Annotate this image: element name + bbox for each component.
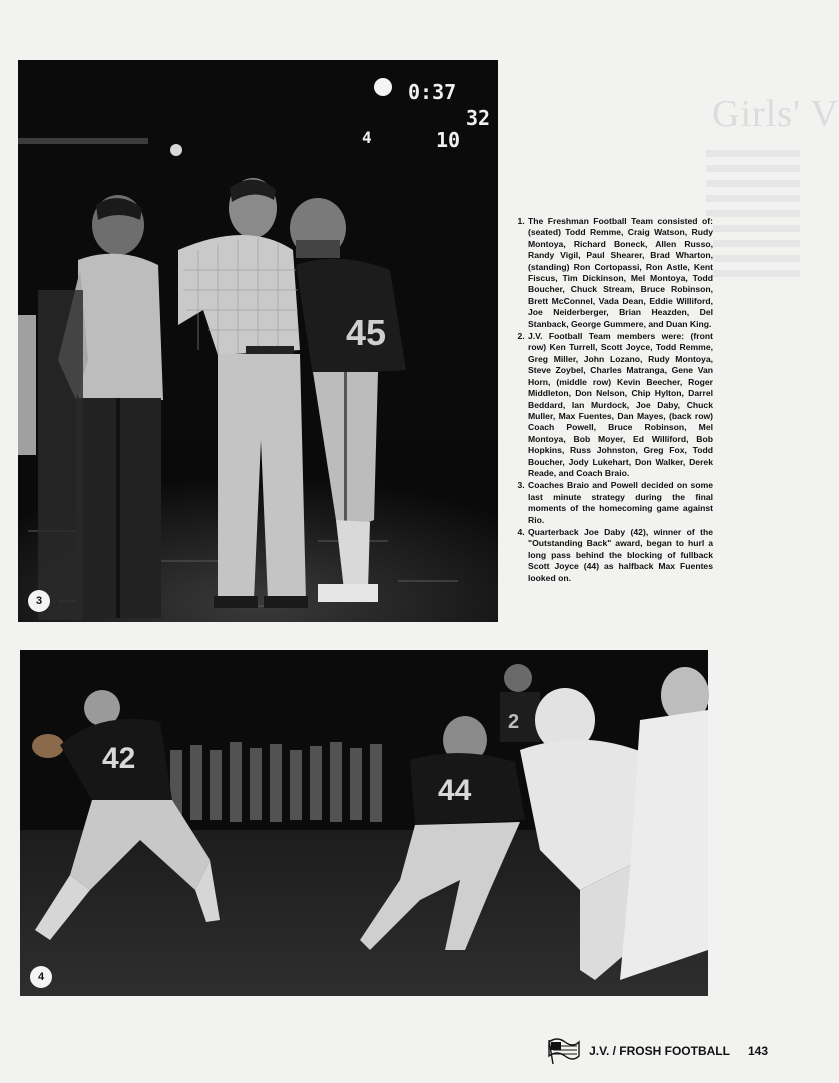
photo-coaches-strategy	[18, 60, 498, 622]
scoreboard-home-score: 32	[466, 106, 491, 130]
caption-item: 1. The Freshman Football Team consisted of: (seated) Todd Remme, Craig Watson, Rudy Montoya, Richard Boneck, Allen Russo, Randy Vigil, Paul Shearer, Brad Wharton, (standing) Ron Cortopassi, Ron Astle, Kent Fiscus, Tim Dickinson, Mel Montoya, Todd Boucher, Chuck Stream, Bruce Robinson, Brett McConnel, Vada Dean, Eddie Williford, Joe Neiderberger, Brian Heazden, Del Stanback, George Gummere, and Duan King.	[527, 216, 713, 330]
scoreboard-time: 0:37	[408, 80, 457, 104]
caption-block	[513, 216, 713, 585]
scoreboard	[362, 72, 498, 152]
caption-item: 3. Coaches Braio and Powell decided on some last minute strategy during the final moments of the homecoming game against Rio.	[527, 480, 713, 526]
background-jersey-number: 2	[508, 711, 520, 733]
footer-section-title: J.V. / FROSH FOOTBALL	[589, 1044, 730, 1058]
bleed-through-text	[706, 150, 800, 285]
caption-item: 2. J.V. Football Team members were: (front row) Ken Turrell, Scott Joyce, Todd Remme, Greg Miller, John Lozano, Rudy Montoya, Steve Zoybel, Charles Matranga, Gene Van Horn, (middle row) Kevin Beecher, Roger Middleton, Don Nelson, Chip Hylton, Darrel Beddard, Ian Murdock, Joe Daby, Chuck Muller, Max Fuentes, Dan Mayes, (back row) Coach Powell, Bruce Robinson, Mel Montoya, Bob Moyer, Ed Williford, Bob Hopkins, Russ Johnston, Greg Fox, Todd Boucher, Jody Lukehart, Don Walker, Derek Reade, and Coach Braio.	[527, 331, 713, 479]
fullback-jersey-number: 44	[438, 774, 472, 807]
bleed-through-heading: Girls' V	[712, 93, 839, 135]
caption-item: 4. Quarterback Joe Daby (42), winner of the "Outstanding Back" award, began to hurl a long pass behind the blocking of fullback Scott Joyce (44) as halfback Max Fuentes looked on.	[527, 527, 713, 584]
scoreboard-visitor-score: 10	[436, 128, 461, 152]
caption-list	[513, 216, 713, 584]
photo-quarterback-pass	[20, 650, 708, 996]
photo-number-badge: 4	[30, 966, 52, 988]
photo-number-badge: 3	[28, 590, 50, 612]
scoreboard-light-icon	[374, 78, 392, 96]
quarterback-jersey-number: 42	[102, 742, 136, 775]
pass-photo-art	[20, 650, 708, 996]
page-number: 143	[747, 1044, 768, 1058]
flag-icon	[547, 1036, 581, 1067]
player-jersey-number: 45	[346, 312, 387, 353]
scoreboard-quarter: 4	[362, 128, 372, 147]
page-footer	[547, 1040, 768, 1062]
